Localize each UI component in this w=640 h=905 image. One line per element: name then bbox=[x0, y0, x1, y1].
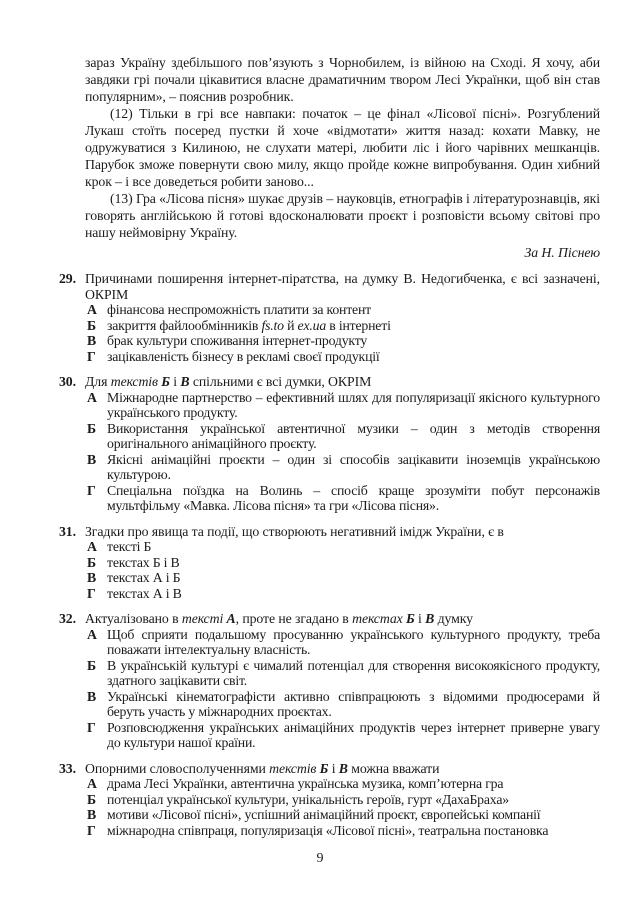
question-32 bbox=[59, 611, 600, 751]
option-letter: А bbox=[87, 539, 97, 554]
option-text bbox=[107, 483, 600, 514]
option-text bbox=[107, 689, 600, 720]
option-letter: В bbox=[87, 688, 97, 704]
text-segment: Б bbox=[406, 611, 415, 626]
text-segment: Спеціальна поїздка на Волинь – спосіб краще зрозуміти побут персонажів мультфільму «Мавка. Лісова пісня» та гри «Лісова пісня». bbox=[107, 482, 600, 513]
answer-option bbox=[85, 555, 600, 571]
text-segment: Актуалізовано в bbox=[85, 611, 182, 626]
text-segment: Якісні анімаційні проєкти – один зі способів зацікавити іноземців українською культурою. bbox=[107, 451, 600, 482]
question-number: 32. bbox=[59, 611, 76, 626]
option-text bbox=[107, 823, 600, 839]
intro-text bbox=[85, 54, 600, 241]
option-text bbox=[107, 333, 600, 349]
option-text bbox=[107, 539, 600, 555]
option-text bbox=[107, 720, 600, 751]
text-segment: ex.ua bbox=[297, 317, 327, 333]
answer-option bbox=[85, 539, 600, 555]
text-segment: брак культури споживання інтернет-продукту bbox=[107, 333, 368, 348]
text-segment: текстах А і В bbox=[107, 585, 182, 601]
option-text bbox=[107, 586, 600, 602]
text-segment: текстах Б і В bbox=[107, 554, 180, 570]
question-stem bbox=[85, 524, 600, 540]
option-text bbox=[107, 807, 600, 823]
option-letter: В bbox=[87, 333, 97, 348]
option-letter: Б bbox=[87, 791, 97, 807]
page-content bbox=[59, 54, 600, 838]
answer-option bbox=[85, 570, 600, 586]
question-number: 30. bbox=[59, 374, 76, 389]
option-letter: Г bbox=[87, 822, 96, 838]
option-text bbox=[107, 302, 600, 318]
text-segment: Для bbox=[85, 374, 111, 389]
text-segment: , проте не згадано в bbox=[235, 611, 353, 626]
text-segment: Опорними словосполученнями bbox=[85, 760, 270, 776]
text-segment: текстів bbox=[110, 374, 162, 389]
answer-option bbox=[85, 658, 600, 689]
question-stem bbox=[85, 761, 600, 777]
option-text bbox=[107, 792, 600, 808]
text-segment: й bbox=[283, 317, 298, 333]
option-letter: Б bbox=[87, 554, 97, 570]
question-33 bbox=[59, 761, 600, 839]
question-stem bbox=[85, 374, 600, 390]
answer-option bbox=[85, 483, 600, 514]
text-segment: Б bbox=[319, 760, 329, 776]
text-segment: спільними є всі думки, ОКРІМ bbox=[189, 374, 372, 389]
options-list bbox=[85, 627, 600, 751]
page-number: 9 bbox=[316, 851, 324, 866]
answer-option bbox=[85, 627, 600, 658]
answer-option bbox=[85, 792, 600, 808]
answer-option bbox=[85, 720, 600, 751]
text-segment: В bbox=[338, 760, 348, 776]
answer-option bbox=[85, 776, 600, 792]
question-29 bbox=[59, 271, 600, 364]
text-segment: і bbox=[169, 374, 181, 389]
text-segment: Розповсюдження українських анімаційних продуктів через інтернет приверне увагу до культури нашої країни. bbox=[107, 719, 600, 750]
attribution: За Н. Піснею bbox=[524, 245, 600, 260]
text-segment: Б bbox=[161, 374, 170, 389]
options-list bbox=[85, 390, 600, 514]
question-stem bbox=[85, 271, 600, 302]
question-body bbox=[85, 761, 600, 839]
option-letter: Г bbox=[87, 719, 96, 735]
question-31 bbox=[59, 524, 600, 602]
question-body bbox=[85, 524, 600, 602]
text-segment: (12) Тільки в грі все навпаки: початок – це фінал «Лісової пісні». Розгублений Лукаш стоїть посеред пустки й хоче «відмотати» життя назад: кохати Мавку, не одружуватися з Килиною, не слухати матері, любити ліс і його чарівних мешканців. Парубок зможе повернути свою милу, якщо пройде кожне випробування. Один хибний крок – і все доведеться робити заново... bbox=[85, 106, 600, 189]
text-segment: зараз Україну здебільшого пов’язують з Чорнобилем, із війною на Сході. Я хочу, аби завдяки грі почали цікавитися власне драматичним твором Лесі Українки, щоб він став популярним», – пояснив розробник. bbox=[85, 55, 600, 104]
text-segment: закриття файлообмінників bbox=[107, 317, 262, 333]
text-segment: в інтернеті bbox=[326, 317, 391, 333]
answer-option bbox=[85, 390, 600, 421]
text-segment: (13) Гра «Лісова пісня» шукає друзів – науковців, етнографів і літературознавців, які говорять англійською й готові вдосконалювати проєкт і розповісти всьому світові про нашу неймовірну Україну. bbox=[85, 191, 600, 240]
text-segment: текстах А і Б bbox=[107, 570, 181, 585]
text-segment: можна вважати bbox=[347, 760, 440, 776]
text-segment: Використання української автентичної музики – один з методів створення оригінального анімаційного проєкту. bbox=[107, 420, 600, 451]
intro-paragraph bbox=[85, 190, 600, 241]
answer-option bbox=[85, 421, 600, 452]
question-body bbox=[85, 271, 600, 364]
question-number: 29. bbox=[59, 271, 76, 286]
option-letter: В bbox=[87, 807, 97, 822]
text-segment: В bbox=[425, 611, 435, 626]
question-body bbox=[85, 611, 600, 751]
text-segment: мотиви «Лісової пісні», успішний анімаційний проєкт, європейські компанії bbox=[107, 807, 541, 822]
text-segment: міжнародна співпраця, популяризація «Лісової пісні», театральна постановка bbox=[107, 822, 549, 838]
text-segment: А bbox=[226, 611, 236, 626]
text-segment: В українській культурі є чималий потенціал для створення високоякісного продукту, здатного зацікавити світ. bbox=[107, 657, 600, 688]
option-text bbox=[107, 421, 600, 452]
text-segment: текстах bbox=[352, 611, 407, 626]
option-letter: А bbox=[87, 776, 97, 791]
option-text bbox=[107, 658, 600, 689]
answer-option bbox=[85, 333, 600, 349]
answer-option bbox=[85, 586, 600, 602]
option-letter: Б bbox=[87, 657, 97, 673]
question-number: 33. bbox=[59, 760, 76, 776]
option-text bbox=[107, 776, 600, 792]
text-segment: Згадки про явища та події, що створюють негативний імідж України, є в bbox=[85, 523, 504, 539]
intro-paragraph bbox=[85, 54, 600, 105]
option-letter: А bbox=[87, 302, 97, 317]
answer-option bbox=[85, 823, 600, 839]
text-segment: і bbox=[328, 760, 339, 776]
answer-option bbox=[85, 452, 600, 483]
option-letter: Г bbox=[87, 585, 96, 601]
text-segment: зацікавленість бізнесу в рекламі своєї продукції bbox=[107, 348, 380, 364]
option-letter: Г bbox=[87, 348, 96, 364]
option-letter: В bbox=[87, 451, 97, 467]
text-segment: В bbox=[180, 374, 190, 389]
answer-option bbox=[85, 349, 600, 365]
option-text bbox=[107, 390, 600, 421]
question-number: 31. bbox=[59, 523, 76, 539]
text-segment: Щоб сприяти подальшому просуванню українського культурного продукту, треба поважати інтелектуальну власність. bbox=[107, 626, 600, 657]
answer-option bbox=[85, 318, 600, 334]
text-segment: Українські кінематографісти активно співпрацюють з відомими продюсерами й беруть участь у міжнародних проєктах. bbox=[107, 688, 600, 719]
question-30 bbox=[59, 374, 600, 514]
text-segment: тексті bbox=[181, 611, 227, 626]
options-list bbox=[85, 302, 600, 364]
answer-option bbox=[85, 689, 600, 720]
text-segment: fs.to bbox=[261, 317, 284, 333]
option-letter: А bbox=[87, 389, 97, 405]
question-body bbox=[85, 374, 600, 514]
text-segment: Міжнародне партнерство – ефективний шлях для популяризації якісного культурного українського продукту. bbox=[107, 389, 600, 420]
text-segment: Причинами поширення інтернет-піратства, на думку В. Недогибченка, є всі зазначені, ОКРІМ bbox=[85, 271, 600, 302]
text-segment: потенціал української культури, унікальність героїв, гурт «ДахаБраха» bbox=[107, 791, 509, 807]
text-segment: фінансова неспроможність платити за контент bbox=[107, 302, 371, 317]
intro-paragraph bbox=[85, 105, 600, 190]
answer-option bbox=[85, 807, 600, 823]
option-text bbox=[107, 349, 600, 365]
option-text bbox=[107, 318, 600, 334]
questions-list bbox=[59, 271, 600, 838]
option-letter: А bbox=[87, 626, 97, 642]
text-segment: думку bbox=[434, 611, 473, 626]
option-text bbox=[107, 452, 600, 483]
text-segment: тексті Б bbox=[107, 539, 152, 554]
option-letter: Б bbox=[87, 420, 97, 436]
text-segment: драма Лесі Українки, автентична українська музика, комп’ютерна гра bbox=[107, 776, 504, 791]
option-text bbox=[107, 555, 600, 571]
text-segment: текстів bbox=[269, 760, 320, 776]
options-list bbox=[85, 539, 600, 601]
option-text bbox=[107, 627, 600, 658]
option-letter: Б bbox=[87, 317, 97, 333]
option-letter: Г bbox=[87, 482, 96, 498]
text-segment: і bbox=[414, 611, 426, 626]
answer-option bbox=[85, 302, 600, 318]
question-stem bbox=[85, 611, 600, 627]
option-text bbox=[107, 570, 600, 586]
options-list bbox=[85, 776, 600, 838]
option-letter: В bbox=[87, 570, 97, 585]
